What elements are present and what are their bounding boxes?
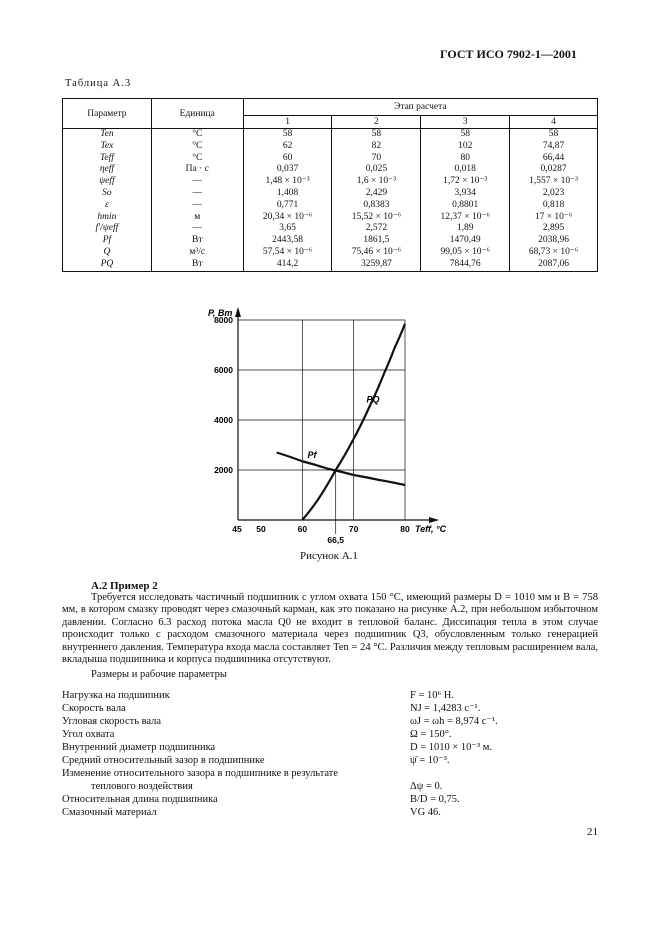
param-label: Угловая скорость вала: [62, 716, 162, 727]
row-value: 2,429: [332, 188, 421, 200]
row-value: 57,54 × 10⁻⁶: [243, 247, 332, 259]
figure-a1: [200, 302, 470, 552]
param-row: [62, 715, 598, 728]
row-param: So: [63, 188, 152, 200]
row-value: 1,48 × 10⁻³: [243, 176, 332, 188]
y-axis-arrow: [235, 307, 241, 317]
results-table: [62, 98, 598, 272]
row-value: 1,557 × 10⁻³: [510, 176, 598, 188]
row-value: 414,2: [243, 259, 332, 271]
row-param: Tex: [63, 141, 152, 153]
row-unit: Вт: [151, 235, 243, 247]
table-row: [63, 188, 598, 200]
param-label: Изменение относительного зазора в подшипнике в результате: [62, 768, 339, 779]
row-unit: Па · с: [151, 164, 243, 176]
row-value: 2087,06: [510, 259, 598, 271]
row-param: Pf: [63, 235, 152, 247]
col-unit-header: Единица: [151, 99, 243, 129]
row-unit: °C: [151, 141, 243, 153]
stage-4: 4: [510, 116, 598, 129]
param-row: [62, 728, 598, 741]
col-param-header: Параметр: [63, 99, 152, 129]
table-row: [63, 176, 598, 188]
table-body: [63, 129, 598, 272]
row-value: 3259,87: [332, 259, 421, 271]
table-row: [63, 141, 598, 153]
param-label: Угол охвата: [62, 729, 115, 740]
row-value: 62: [243, 141, 332, 153]
section-paragraph: Требуется исследовать частичный подшипник с углом охвата 150 °С, имеющий размеры D = 1010 мм и B = 758 мм, в котором смазку проводят через смазочный карман, как это показано на рисунке А.2, при небольшом избыточном давлении. Согласно 6.3 расход потока масла Q0 не входит в тепловой баланс. Диссипация тепла в этом случае происходит только с расходом смазочного материала через подшипник Q3, обусловленным только генерацией внутреннего давления. Температура входа масла составляет Ten = 24 °С. Различия между тепловым расширением вала, вкладыша подшипника и корпуса подшипника отсутствуют.: [62, 592, 598, 666]
row-value: 20,34 × 10⁻⁶: [243, 212, 332, 224]
row-value: 0,8383: [332, 200, 421, 212]
row-value: 2,895: [510, 223, 598, 235]
param-row: [62, 702, 598, 715]
row-value: 15,52 × 10⁻⁶: [332, 212, 421, 224]
x-tick-label: 45: [232, 524, 242, 534]
row-value: 58: [332, 129, 421, 141]
param-row: [62, 793, 598, 806]
param-value: VG 46.: [410, 807, 441, 818]
section-title: А.2 Пример 2: [91, 580, 158, 592]
params-list: [62, 689, 598, 819]
stage-2: 2: [332, 116, 421, 129]
row-value: 1,72 × 10⁻³: [421, 176, 510, 188]
row-param: hmin: [63, 212, 152, 224]
row-value: 2,023: [510, 188, 598, 200]
intersection-label: 66,5: [327, 535, 344, 545]
row-value: 0,025: [332, 164, 421, 176]
param-row: [62, 689, 598, 702]
row-value: 82: [332, 141, 421, 153]
row-value: 1,89: [421, 223, 510, 235]
param-value: NJ = 1,4283 с⁻¹.: [410, 703, 481, 714]
row-value: 66,44: [510, 153, 598, 165]
row-value: 2443,58: [243, 235, 332, 247]
param-row: [62, 780, 598, 793]
row-param: Ten: [63, 129, 152, 141]
row-value: 1,408: [243, 188, 332, 200]
param-label: Внутренний диаметр подшипника: [62, 742, 216, 753]
table-row: [63, 259, 598, 271]
y-tick-label: 8000: [214, 315, 233, 325]
page-number: 21: [587, 826, 598, 838]
y-tick-label: 6000: [214, 365, 233, 375]
y-axis-label: P, Вт: [208, 308, 233, 318]
row-param: ηeff: [63, 164, 152, 176]
row-value: 0,818: [510, 200, 598, 212]
row-value: 3,934: [421, 188, 510, 200]
row-unit: °C: [151, 129, 243, 141]
param-label: Относительная длина подшипника: [62, 794, 218, 805]
param-label: Нагрузка на подшипник: [62, 690, 170, 701]
param-value: ωJ = ωh = 8,974 с⁻¹.: [410, 716, 498, 727]
table-row: [63, 200, 598, 212]
row-value: 0,0287: [510, 164, 598, 176]
row-value: 99,05 × 10⁻⁶: [421, 247, 510, 259]
row-unit: —: [151, 223, 243, 235]
row-param: ψeff: [63, 176, 152, 188]
table-row: [63, 164, 598, 176]
table-row: [63, 247, 598, 259]
row-param: Teff: [63, 153, 152, 165]
document-standard: ГОСТ ИСО 7902-1—2001: [440, 47, 577, 61]
x-tick-label: 80: [400, 524, 410, 534]
stage-3: 3: [421, 116, 510, 129]
row-value: 12,37 × 10⁻⁶: [421, 212, 510, 224]
col-stage-header: Этап расчета: [243, 99, 597, 116]
row-value: 58: [421, 129, 510, 141]
row-value: 2038,96: [510, 235, 598, 247]
row-value: 80: [421, 153, 510, 165]
row-value: 75,46 × 10⁻⁶: [332, 247, 421, 259]
row-unit: Вт: [151, 259, 243, 271]
row-value: 70: [332, 153, 421, 165]
x-tick-label: 50: [256, 524, 266, 534]
table-row: [63, 212, 598, 224]
param-value: F = 10⁶ Н.: [410, 690, 455, 701]
row-value: 0,037: [243, 164, 332, 176]
series-label-pf: Pf: [307, 450, 317, 460]
table-row: [63, 223, 598, 235]
y-tick-label: 2000: [214, 465, 233, 475]
row-value: 3,65: [243, 223, 332, 235]
power-temperature-chart: [200, 302, 470, 547]
param-label: теплового воздействия: [91, 781, 193, 792]
row-value: 7844,76: [421, 259, 510, 271]
row-unit: —: [151, 188, 243, 200]
row-value: 0,8801: [421, 200, 510, 212]
param-value: B/D = 0,75.: [410, 794, 460, 805]
param-row: [62, 741, 598, 754]
param-label: Средний относительный зазор в подшипнике: [62, 755, 265, 766]
row-value: 58: [243, 129, 332, 141]
stage-1: 1: [243, 116, 332, 129]
row-unit: —: [151, 176, 243, 188]
row-unit: м: [151, 212, 243, 224]
row-value: 17 × 10⁻⁶: [510, 212, 598, 224]
y-tick-label: 4000: [214, 415, 233, 425]
param-value: Δψ = 0.: [410, 781, 443, 792]
table-row: [63, 129, 598, 141]
row-param: Q: [63, 247, 152, 259]
row-value: 1861,5: [332, 235, 421, 247]
param-value: D = 1010 × 10⁻³ м.: [410, 742, 493, 753]
row-value: 68,73 × 10⁻⁶: [510, 247, 598, 259]
series-line-pf: [277, 453, 405, 486]
dims-title: Размеры и рабочие параметры: [91, 669, 227, 680]
row-value: 0,771: [243, 200, 332, 212]
param-label: Смазочный материал: [62, 807, 157, 818]
row-value: 0,018: [421, 164, 510, 176]
param-row: [62, 767, 598, 780]
row-param: PQ: [63, 259, 152, 271]
row-value: 58: [510, 129, 598, 141]
row-value: 102: [421, 141, 510, 153]
x-axis-arrow: [429, 517, 439, 523]
row-unit: °C: [151, 153, 243, 165]
param-label: Скорость вала: [62, 703, 126, 714]
table-row: [63, 235, 598, 247]
table-row: [63, 153, 598, 165]
row-value: 2,572: [332, 223, 421, 235]
row-param: f′/ψeff: [63, 223, 152, 235]
row-value: 1,6 × 10⁻³: [332, 176, 421, 188]
row-value: 60: [243, 153, 332, 165]
param-row: [62, 806, 598, 819]
figure-caption: Рисунок А.1: [300, 550, 358, 562]
x-tick-label: 70: [348, 524, 359, 534]
param-value: Ω = 150°.: [410, 729, 452, 740]
row-param: ε: [63, 200, 152, 212]
row-unit: м³/с: [151, 247, 243, 259]
param-value: ψ̄ = 10⁻³.: [410, 755, 450, 766]
row-value: 1470,49: [421, 235, 510, 247]
row-value: 74,87: [510, 141, 598, 153]
table-caption: Таблица А.3: [65, 78, 132, 89]
x-tick-label: 60: [297, 524, 308, 534]
row-unit: —: [151, 200, 243, 212]
x-axis-label: Teff, °C: [415, 524, 447, 534]
param-row: [62, 754, 598, 767]
series-label-pq: PQ: [366, 394, 380, 405]
